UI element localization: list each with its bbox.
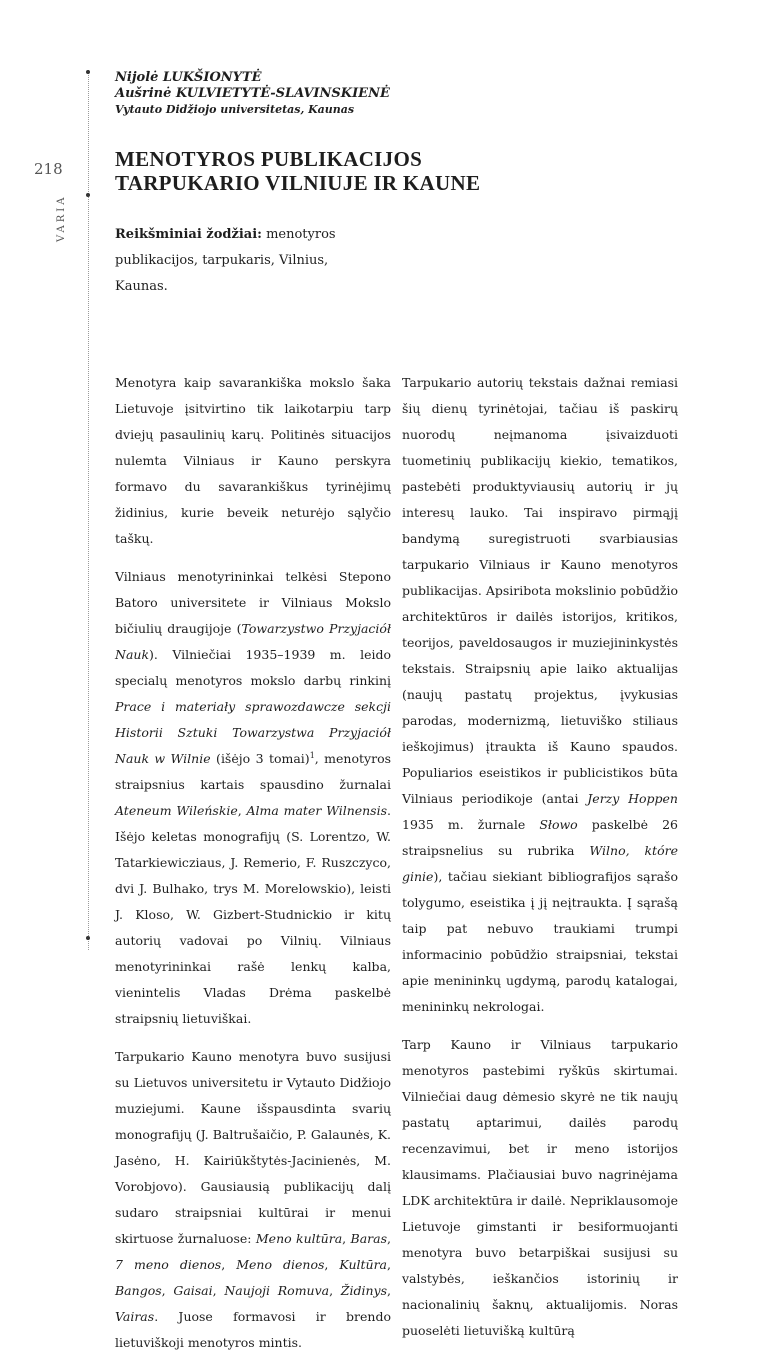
margin-dot-bottom xyxy=(86,936,90,940)
section-label: VARIA xyxy=(56,194,67,242)
title-line-1: MENOTYROS PUBLIKACIJOS xyxy=(115,147,423,171)
title-line-2: TARPUKARIO VILNIUJE IR KAUNE xyxy=(115,171,481,195)
margin-rule xyxy=(88,70,89,950)
author-2: Aušrinė KULVIETYTĖ-SLAVINSKIENĖ xyxy=(115,86,390,101)
keywords xyxy=(115,222,385,300)
right-column xyxy=(402,370,678,1356)
keywords-text: menotyros publikacijos, tarpukaris, Vilnius, Kaunas. xyxy=(115,227,336,294)
left-column xyxy=(115,370,391,1368)
right-paragraph-2: Tarp Kauno ir Vilniaus tarpukario menotyros pastebimi ryškūs skirtumai. Vilniečiai daug dėmesio skyrė ne tik naujų pastatų aptarimui, dailės parodų recenzavimui, bet ir meno istorijos klausimams. Plačiausiai buvo nagrinėjama LDK architektūra ir dailė. Nepriklausomoje Lietuvoje gimstanti ir besiformuojanti menotyra buvo betarpiškai susijusi su valstybės, ieškančios istorinių ir nacionalinių šaknų, aktualijomis. Noras puoselėti lietuvišką kultūrą xyxy=(402,1037,678,1338)
affiliation: Vytauto Didžiojo universitetas, Kaunas xyxy=(115,103,355,116)
left-paragraph-2: Vilniaus menotyrininkai telkėsi Stepono Batoro universitete ir Vilniaus Mokslo bičiulių draugijoje (Towarzystwo Przyjaciół Nauk). Vilniečiai 1935–1939 m. leido specialų menotyros mokslo darbų rinkinį Prace i materiały sprawozdawcze sekcji Historii Sztuki Towarzystwa Przyjaciół Nauk w Wilnie (išėjo 3 tomai)$^1$, menotyros straipsnius kartais spausdino žurnalai Ateneum Wileńskie, Alma mater Wilnensis. Išėjo keletas monografijų (S. Lorentzo, W. Tatarkiewicziaus, J. Remerio, F. Ruszczyco, dvi J. Bulhako, trys M. Morelowskio), leisti J. Kloso, W. Gizbert-Studnickio ir kitų autorių vadovai po Vilnių. Vilniaus menotyrininkai rašė lenkų kalba, vienintelis Vladas Drėma paskelbė straipsnių lietuviškai. xyxy=(115,569,392,1026)
author-block xyxy=(115,70,715,118)
margin-dot-top xyxy=(86,70,90,74)
page-number: 218 xyxy=(34,160,63,178)
left-paragraph-1: Menotyra kaip savarankiška mokslo šaka Lietuvoje įsitvirtino tik laikotarpiu tarp dviejų pasaulinių karų. Politinės situacijos nulemta Vilniaus ir Kauno perskyra formavo du savarankiškus tyrinėjimų židinius, kurie beveik neturėjo sąlyčio taškų. xyxy=(115,375,391,546)
margin-dot-middle xyxy=(86,193,90,197)
author-1: Nijolė LUKŠIONYTĖ xyxy=(115,70,262,85)
keywords-label: Reikšminiai žodžiai: xyxy=(115,227,262,242)
right-paragraph-1: Tarpukario autorių tekstais dažnai remiasi šių dienų tyrinėtojai, tačiau iš paskirų nuorodų neįmanoma įsivaizduoti tuometinių publikacijų kiekio, tematikos, pastebėti produktyviausių autorių ir jų interesų lauko. Tai inspiravo pirmąjį bandymą suregistruoti svarbiausias tarpukario Vilniaus ir Kauno menotyros publikacijas. Apsiribota mokslinio pobūdžio architektūros ir dailės istorijos, kritikos, teorijos, paveldosaugos ir muziejininkystės tekstais. Straipsnių apie laiko aktualijas (naujų pastatų projektus, įvykusias parodas, modernizmą, lietuviško stiliaus ieškojimus) įtraukta iš Kauno spaudos. Populiarios eseistikos ir publicistikos būta Vilniaus periodikoje (antai Jerzy Hoppen 1935 m. žurnale Słowo paskelbė 26 straipsnelius su rubrika Wilno, które ginie), tačiau siekiant bibliografijos sąrašo tolygumo, eseistika į jį neįtraukta. Į sąrašą taip pat nebuvo traukiami trumpi informacinio pobūdžio straipsniai, tekstai apie menininkų ugdymą, parodų katalogai, menininkų nekrologai. xyxy=(402,375,678,1014)
footnote-ref: 1 xyxy=(309,750,315,760)
article-title xyxy=(115,147,715,195)
left-paragraph-3: Tarpukario Kauno menotyra buvo susijusi su Lietuvos universitetu ir Vytauto Didžiojo muziejumi. Kaune išspausdinta svarių monografijų (J. Baltrušaičio, P. Galaunės, K. Jasėno, H. Kairiūkštytės-Jacinienės, M. Vorobjovo). Gausiausią publikacijų dalį sudaro straipsniai kultūrai ir menui skirtuose žurnaluose: Meno kultūra, Baras, 7 meno dienos, Meno dienos, Kultūra, Bangos, Gaisai, Naujoji Romuva, Židinys, Vairas. Juose formavosi ir brendo lietuviškoji menotyros mintis. xyxy=(115,1049,392,1350)
